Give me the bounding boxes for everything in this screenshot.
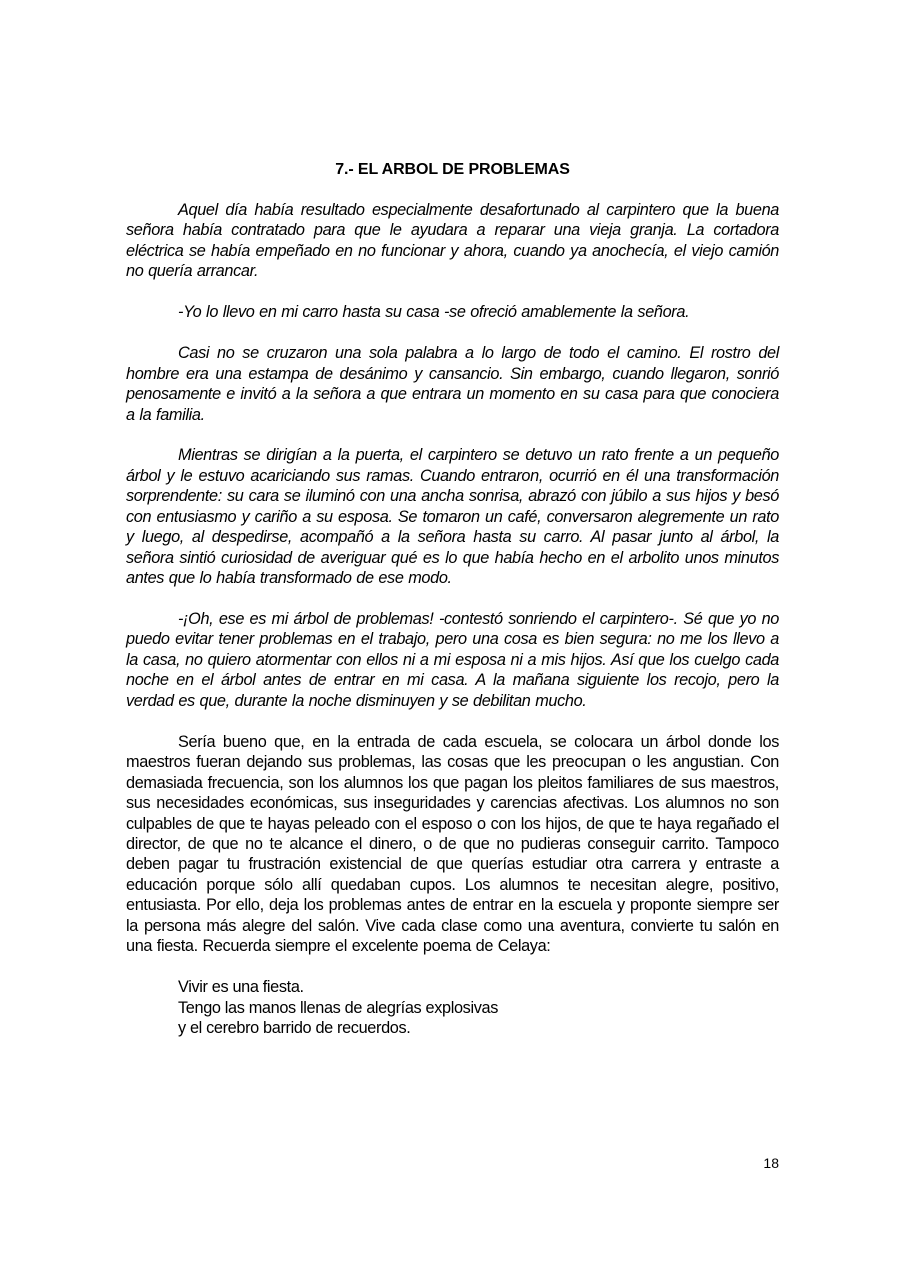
poem-line-2: Tengo las manos llenas de alegrías explosivas	[178, 998, 499, 1017]
paragraph-2: -Yo lo llevo en mi carro hasta su casa -se ofreció amablemente la señora.	[178, 303, 690, 322]
chapter-title: 7.- EL ARBOL DE PROBLEMAS	[335, 161, 570, 178]
paragraph-4: Mientras se dirigían a la puerta, el carpintero se detuvo un rato frente a un pequeño árbol y le estuvo acariciando sus ramas. Cuando entraron, ocurrió en él una transformación sorprendente: su cara se iluminó con una ancha sonrisa, abrazó con júbilo a sus hijos y besó con entusiasmo y cariño a su esposa. Se tomaron un café, conversaron alegremente un rato y luego, al despedirse, acompañó a la señora hasta su carro. Al pasar junto al árbol, la señora sintió curiosidad de averiguar qué es lo que había hecho en el arbolito unos minutos antes que lo había transformado de ese modo.	[126, 446, 779, 588]
paragraph-5: -¡Oh, ese es mi árbol de problemas! -contestó sonriendo el carpintero-. Sé que yo no puedo evitar tener problemas en el trabajo, pero una cosa es bien segura: no me los llevo a la casa, no quiero atormentar con ellos ni a mi esposa ni a mis hijos. Así que los cuelgo cada noche en el árbol antes de entrar en mi casa. A la mañana siguiente los recojo, pero la verdad es que, durante la noche disminuyen y se debilitan mucho.	[126, 610, 779, 710]
poem-quote	[126, 977, 779, 1038]
paragraph-3: Casi no se cruzaron una sola palabra a lo largo de todo el camino. El rostro del hombre era una estampa de desánimo y cansancio. Sin embargo, cuando llegaron, sonrió penosamente e invitó a la señora a que entrara un momento en su casa para que conociera a la familia.	[126, 344, 779, 424]
poem-line-1: Vivir es una fiesta.	[178, 978, 304, 997]
page-number: 18	[763, 1155, 779, 1171]
paragraph-1: Aquel día había resultado especialmente desafortunado al carpintero que la buena señora había contratado para que le ayudara a reparar una vieja granja. La cortadora eléctrica se había empeñado en no funcionar y ahora, cuando ya anochecía, el viejo camión no quería arrancar.	[126, 201, 779, 281]
poem-line-3: y el cerebro barrido de recuerdos.	[178, 1019, 411, 1038]
document-page	[126, 160, 779, 1038]
paragraph-6: Sería bueno que, en la entrada de cada escuela, se colocara un árbol donde los maestros fueran dejando sus problemas, las cosas que les preocupan o les angustian. Con demasiada frecuencia, son los alumnos los que pagan los pleitos familiares de sus maestros, sus necesidades económicas, sus inseguridades y carencias afectivas. Los alumnos no son culpables de que te hayas peleado con el esposo o con los hijos, de que te haya regañado el director, de que no te alcance el dinero, o de que no pudieras conseguir carrito. Tampoco deben pagar tu frustración existencial de que querías estudiar otra carrera y entraste a educación porque sólo allí quedaban cupos. Los alumnos te necesitan alegre, positivo, entusiasta. Por ello, deja los problemas antes de entrar en la escuela y proponte siempre ser la persona más alegre del salón. Vive cada clase como una aventura, convierte tu salón en una fiesta. Recuerda siempre el excelente poema de Celaya:	[126, 732, 779, 956]
